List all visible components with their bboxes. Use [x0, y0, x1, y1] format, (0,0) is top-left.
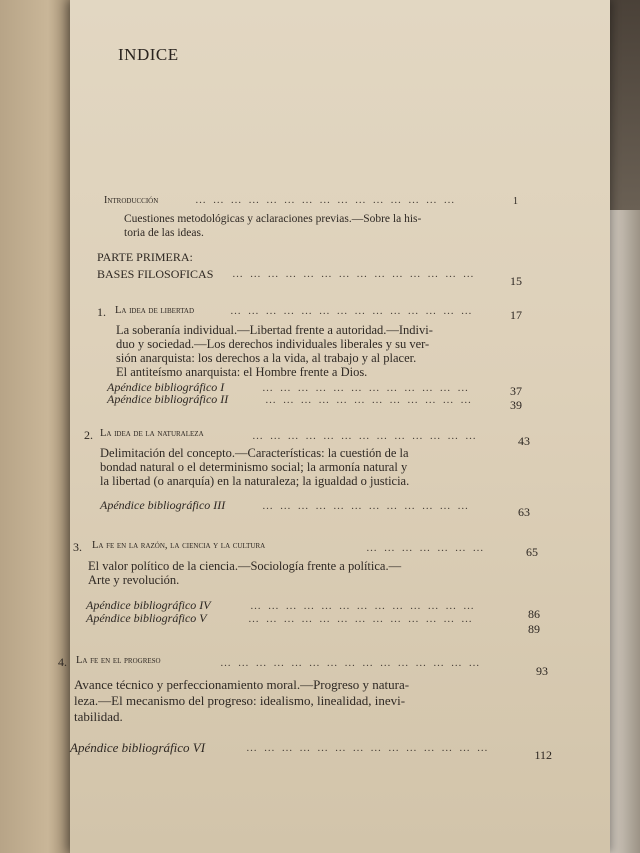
- part-label: PARTE PRIMERA:: [97, 250, 193, 264]
- chapter-2-page: 43: [518, 434, 530, 448]
- intro-label: Introducción: [104, 195, 159, 206]
- appendix-5-page: 89: [528, 622, 540, 636]
- leader-dots: … … … … … … … … … … … … … …: [246, 742, 490, 754]
- chapter-3-title: La fe en la razón, la ciencia y la cultura: [92, 540, 266, 551]
- chapter-1-title: La idea de libertad: [115, 305, 195, 316]
- appendix-6-label: Apéndice bibliográfico VI: [70, 740, 206, 755]
- background-left: [0, 0, 80, 853]
- leader-dots: … … … … … … … … … … … … …: [250, 600, 476, 612]
- chapter-1-page: 17: [510, 308, 522, 322]
- leader-dots: … … … … … … …: [366, 542, 486, 554]
- book-page: [58, 0, 610, 853]
- appendix-6-page: 112: [534, 748, 552, 762]
- chapter-2-desc: Delimitación del concepto.—Características: la cuestión de la bondad natural o el determinismo social; la armonía natural y la libertad (o anarquía) en la naturaleza; la igualdad o justicia.: [100, 446, 410, 488]
- leader-dots: … … … … … … … … … … … …: [262, 500, 471, 512]
- chapter-4-title: La fe en el progreso: [76, 655, 161, 666]
- leader-dots: … … … … … … … … … … … … …: [252, 430, 478, 442]
- appendix-3-page: 63: [518, 505, 530, 519]
- appendix-1-label: Apéndice bibliográfico I: [107, 380, 225, 394]
- leader-dots: … … … … … … … … … … … …: [265, 394, 474, 406]
- intro-desc: Cuestiones metodológicas y aclaraciones previas.—Sobre la his- toria de las ideas.: [124, 213, 422, 239]
- chapter-3-desc: El valor político de la ciencia.—Sociología frente a política.— Arte y revolución.: [88, 559, 402, 587]
- chapter-1-desc: La soberanía individual.—Libertad frente a autoridad.—Indivi- duo y sociedad.—Los derechos individuales liberales y su ver- sión anarquista: los derechos a la vida, al trabajo y al placer. El antiteísmo anarquista: el Hombre frente a Dios.: [116, 323, 433, 379]
- appendix-2-label: Apéndice bibliográfico II: [107, 392, 229, 406]
- chapter-2-title: La idea de la naturaleza: [100, 428, 204, 439]
- leader-dots: … … … … … … … … … … … … … … …: [195, 194, 457, 206]
- chapter-4-page: 93: [536, 664, 548, 678]
- intro-page: 1: [513, 196, 518, 207]
- leader-dots: … … … … … … … … … … … … … …: [232, 268, 476, 280]
- leader-dots: … … … … … … … … … … … …: [262, 382, 471, 394]
- chapter-4-number: 4.: [58, 655, 67, 669]
- leader-dots: … … … … … … … … … … … … … … …: [220, 657, 482, 669]
- part-page: 15: [510, 274, 522, 288]
- appendix-4-label: Apéndice bibliográfico IV: [86, 598, 211, 612]
- chapter-4-desc: Avance técnico y perfeccionamiento moral.—Progreso y natura- leza.—El mecanismo del progreso: idealismo, linealidad, inevi- tabilidad.: [74, 677, 410, 724]
- chapter-3-page: 65: [526, 545, 538, 559]
- page-title: INDICE: [118, 45, 179, 64]
- leader-dots: … … … … … … … … … … … … …: [248, 613, 474, 625]
- leader-dots: … … … … … … … … … … … … … …: [230, 305, 474, 317]
- chapter-1-number: 1.: [97, 305, 106, 319]
- appendix-4-page: 86: [528, 607, 540, 621]
- chapter-2-number: 2.: [84, 428, 93, 442]
- appendix-5-label: Apéndice bibliográfico V: [86, 611, 207, 625]
- part-title: BASES FILOSOFICAS: [97, 267, 214, 281]
- appendix-2-page: 39: [510, 398, 522, 412]
- appendix-1-page: 37: [510, 384, 522, 398]
- chapter-3-number: 3.: [73, 540, 82, 554]
- appendix-3-label: Apéndice bibliográfico III: [100, 498, 226, 512]
